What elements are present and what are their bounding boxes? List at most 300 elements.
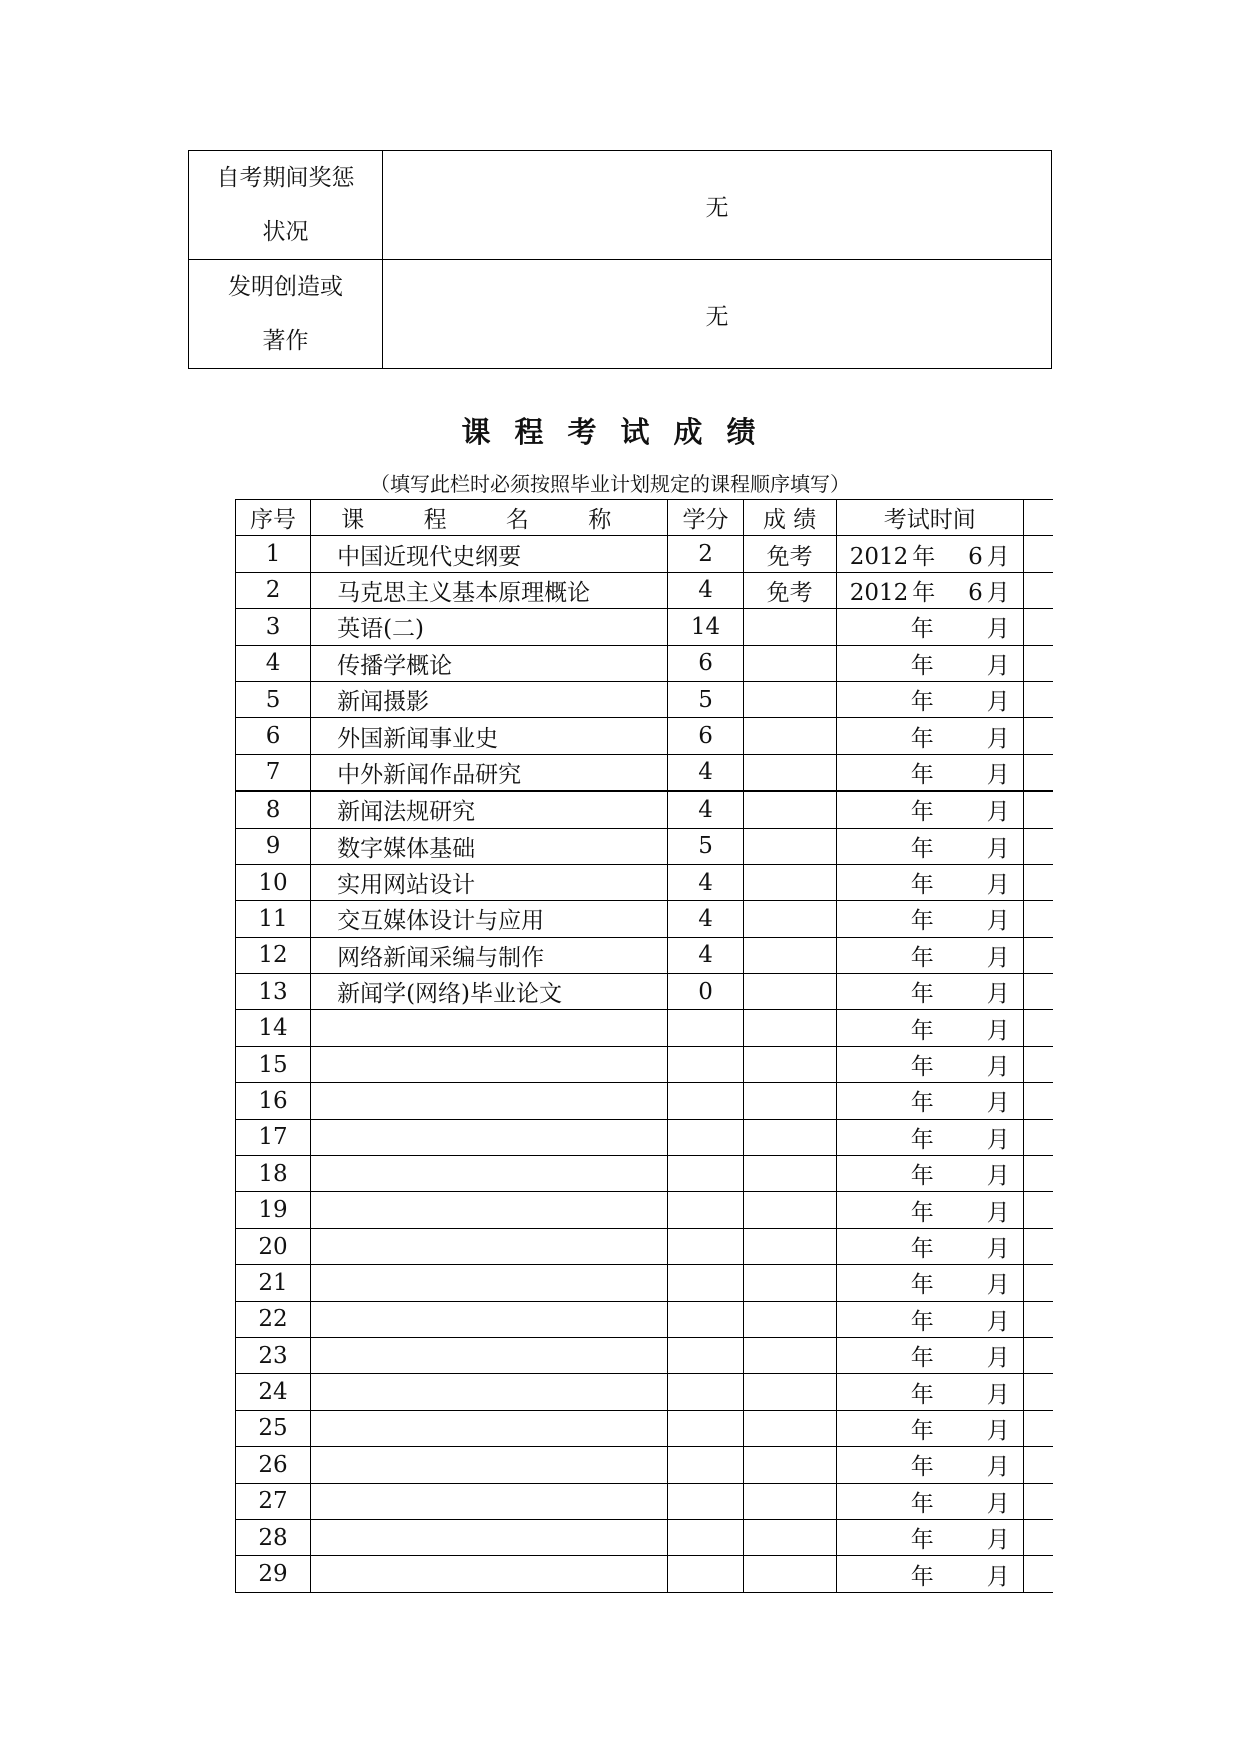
time-month-unit: 月 bbox=[986, 872, 1010, 899]
time-year-unit: 年 bbox=[910, 1199, 934, 1226]
cell-time bbox=[836, 609, 1023, 645]
cell-score bbox=[743, 1010, 836, 1046]
table-row bbox=[236, 536, 1054, 572]
cell-name bbox=[311, 1228, 668, 1264]
cell-credit bbox=[668, 1301, 743, 1337]
cell-credit bbox=[668, 1228, 743, 1264]
time-year bbox=[848, 1448, 936, 1481]
time-month bbox=[940, 1558, 1012, 1591]
time-year-unit: 年 bbox=[910, 1345, 934, 1372]
cell-extra bbox=[1023, 1410, 1053, 1446]
cell-credit: 6 bbox=[668, 718, 743, 754]
cell-extra bbox=[1023, 1046, 1053, 1082]
cell-no: 15 bbox=[236, 1046, 311, 1082]
time-year-unit: 年 bbox=[910, 689, 934, 716]
table-row bbox=[236, 754, 1054, 791]
info-label-line: 发明创造或 bbox=[228, 274, 343, 300]
cell-extra bbox=[1023, 1010, 1053, 1046]
info-label-line: 著作 bbox=[262, 328, 309, 354]
time-year-unit: 年 bbox=[910, 1308, 934, 1335]
cell-time bbox=[836, 1228, 1023, 1264]
table-row bbox=[236, 828, 1054, 864]
grades-table bbox=[235, 499, 1053, 1593]
time-year-unit: 年 bbox=[910, 725, 934, 752]
cell-score bbox=[743, 1083, 836, 1119]
cell-no: 7 bbox=[236, 754, 311, 791]
time-month bbox=[940, 720, 1012, 753]
table-row bbox=[236, 791, 1054, 828]
time-month-unit: 月 bbox=[986, 652, 1010, 679]
time-month bbox=[940, 538, 1012, 571]
cell-score bbox=[743, 1192, 836, 1228]
cell-name: 传播学概论 bbox=[311, 645, 668, 681]
cell-score bbox=[743, 1228, 836, 1264]
time-month-unit: 月 bbox=[986, 1126, 1010, 1153]
cell-score bbox=[743, 609, 836, 645]
table-row bbox=[236, 1410, 1054, 1446]
time-month-unit: 月 bbox=[986, 543, 1010, 570]
cell-no: 8 bbox=[236, 791, 311, 828]
grades-title: 课程考试成绩 bbox=[461, 415, 780, 449]
cell-extra bbox=[1023, 1556, 1053, 1592]
time-year bbox=[848, 610, 936, 643]
cell-name: 网络新闻采编与制作 bbox=[311, 937, 668, 973]
time-month bbox=[940, 1012, 1012, 1045]
cell-time bbox=[836, 1410, 1023, 1446]
time-month bbox=[940, 1230, 1012, 1263]
cell-name bbox=[311, 1010, 668, 1046]
time-year-unit: 年 bbox=[910, 761, 934, 788]
time-year-unit: 年 bbox=[910, 1417, 934, 1444]
info-label-line: 自考期间奖惩 bbox=[216, 165, 355, 191]
cell-name bbox=[311, 1337, 668, 1373]
cell-extra bbox=[1023, 937, 1053, 973]
time-year bbox=[848, 939, 936, 972]
cell-credit bbox=[668, 1156, 743, 1192]
cell-no: 22 bbox=[236, 1301, 311, 1337]
time-year bbox=[848, 720, 936, 753]
cell-no: 29 bbox=[236, 1556, 311, 1592]
table-row bbox=[236, 1192, 1054, 1228]
cell-score bbox=[743, 1337, 836, 1373]
time-month bbox=[940, 1084, 1012, 1117]
time-year bbox=[848, 1157, 936, 1190]
time-year bbox=[848, 1521, 936, 1554]
cell-credit: 4 bbox=[668, 864, 743, 900]
time-year bbox=[848, 1084, 936, 1117]
cell-no: 26 bbox=[236, 1447, 311, 1483]
cell-score bbox=[743, 1483, 836, 1519]
cell-no: 17 bbox=[236, 1119, 311, 1155]
cell-credit: 4 bbox=[668, 937, 743, 973]
table-row bbox=[236, 681, 1054, 717]
cell-no: 16 bbox=[236, 1083, 311, 1119]
table-row bbox=[236, 1265, 1054, 1301]
time-year-unit: 年 bbox=[912, 543, 936, 570]
table-row bbox=[236, 1301, 1054, 1337]
cell-credit bbox=[668, 1010, 743, 1046]
time-month bbox=[940, 1194, 1012, 1227]
time-year-unit: 年 bbox=[910, 616, 934, 643]
cell-name: 数字媒体基础 bbox=[311, 828, 668, 864]
time-year-unit: 年 bbox=[910, 872, 934, 899]
cell-extra bbox=[1023, 536, 1053, 572]
time-month bbox=[940, 1412, 1012, 1445]
cell-no: 25 bbox=[236, 1410, 311, 1446]
cell-extra bbox=[1023, 1519, 1053, 1555]
time-month-unit: 月 bbox=[986, 1381, 1010, 1408]
header-name: 课 程 名 称 bbox=[311, 500, 668, 536]
cell-time bbox=[836, 1192, 1023, 1228]
header-credit: 学分 bbox=[668, 500, 743, 536]
time-month bbox=[940, 1376, 1012, 1409]
time-month-unit: 月 bbox=[986, 1054, 1010, 1081]
time-year bbox=[848, 1303, 936, 1336]
cell-extra bbox=[1023, 974, 1053, 1010]
time-month bbox=[940, 1448, 1012, 1481]
cell-extra bbox=[1023, 1156, 1053, 1192]
grades-table-wrapper bbox=[235, 499, 1053, 1599]
cell-extra bbox=[1023, 718, 1053, 754]
cell-no: 27 bbox=[236, 1483, 311, 1519]
cell-name: 实用网站设计 bbox=[311, 864, 668, 900]
time-year bbox=[848, 1339, 936, 1372]
info-value: 无 bbox=[383, 151, 1052, 260]
time-year-unit: 年 bbox=[910, 799, 934, 826]
cell-name bbox=[311, 1046, 668, 1082]
table-row bbox=[236, 1083, 1054, 1119]
cell-no: 1 bbox=[236, 536, 311, 572]
time-month-unit: 月 bbox=[986, 1308, 1010, 1335]
cell-extra bbox=[1023, 609, 1053, 645]
cell-time bbox=[836, 1483, 1023, 1519]
time-month-unit: 月 bbox=[986, 725, 1010, 752]
time-month-unit: 月 bbox=[986, 1345, 1010, 1372]
cell-score bbox=[743, 1519, 836, 1555]
table-row bbox=[236, 937, 1054, 973]
cell-credit bbox=[668, 1119, 743, 1155]
cell-credit bbox=[668, 1374, 743, 1410]
table-row bbox=[236, 1119, 1054, 1155]
cell-no: 13 bbox=[236, 974, 311, 1010]
time-year-unit: 年 bbox=[910, 1090, 934, 1117]
cell-score bbox=[743, 754, 836, 791]
cell-credit: 5 bbox=[668, 828, 743, 864]
cell-credit bbox=[668, 1083, 743, 1119]
cell-no: 19 bbox=[236, 1192, 311, 1228]
time-year bbox=[848, 793, 936, 826]
cell-time bbox=[836, 1374, 1023, 1410]
cell-time bbox=[836, 718, 1023, 754]
time-year-unit: 年 bbox=[910, 908, 934, 935]
cell-extra bbox=[1023, 645, 1053, 681]
table-row bbox=[236, 1228, 1054, 1264]
cell-name bbox=[311, 1483, 668, 1519]
cell-score bbox=[743, 864, 836, 900]
cell-score bbox=[743, 681, 836, 717]
cell-no: 10 bbox=[236, 864, 311, 900]
time-month-value: 6 bbox=[968, 543, 983, 570]
cell-no: 14 bbox=[236, 1010, 311, 1046]
cell-score bbox=[743, 1046, 836, 1082]
time-month-unit: 月 bbox=[986, 1272, 1010, 1299]
info-label-line: 状况 bbox=[262, 219, 309, 245]
time-month-unit: 月 bbox=[986, 1454, 1010, 1481]
time-month-unit: 月 bbox=[986, 944, 1010, 971]
cell-credit: 6 bbox=[668, 645, 743, 681]
table-row bbox=[236, 572, 1054, 608]
cell-score bbox=[743, 1156, 836, 1192]
table-row bbox=[236, 1010, 1054, 1046]
header-no: 序号 bbox=[236, 500, 311, 536]
time-year bbox=[848, 1048, 936, 1081]
time-month bbox=[940, 1266, 1012, 1299]
header-score: 成 绩 bbox=[743, 500, 836, 536]
time-year-unit: 年 bbox=[910, 1272, 934, 1299]
cell-credit: 5 bbox=[668, 681, 743, 717]
cell-name: 交互媒体设计与应用 bbox=[311, 901, 668, 937]
time-year-unit: 年 bbox=[910, 1454, 934, 1481]
time-year bbox=[848, 1266, 936, 1299]
cell-credit bbox=[668, 1556, 743, 1592]
time-year-value: 2012 bbox=[849, 543, 909, 570]
time-month bbox=[940, 1521, 1012, 1554]
cell-score bbox=[743, 1119, 836, 1155]
cell-name: 中国近现代史纲要 bbox=[311, 536, 668, 572]
cell-credit bbox=[668, 1337, 743, 1373]
header-extra bbox=[1023, 500, 1053, 536]
cell-credit: 4 bbox=[668, 791, 743, 828]
cell-time bbox=[836, 901, 1023, 937]
time-month-unit: 月 bbox=[986, 761, 1010, 788]
cell-score bbox=[743, 645, 836, 681]
time-year-unit: 年 bbox=[910, 1490, 934, 1517]
cell-extra bbox=[1023, 1337, 1053, 1373]
grades-body bbox=[236, 536, 1054, 1592]
grades-header-row bbox=[236, 500, 1054, 536]
time-year bbox=[848, 1121, 936, 1154]
cell-score bbox=[743, 1556, 836, 1592]
time-month bbox=[940, 683, 1012, 716]
cell-credit: 2 bbox=[668, 536, 743, 572]
cell-time bbox=[836, 1010, 1023, 1046]
time-month-unit: 月 bbox=[986, 689, 1010, 716]
cell-name: 英语(二) bbox=[311, 609, 668, 645]
time-year bbox=[848, 683, 936, 716]
cell-score bbox=[743, 1374, 836, 1410]
cell-extra bbox=[1023, 1374, 1053, 1410]
time-year bbox=[848, 647, 936, 680]
cell-time bbox=[836, 536, 1023, 572]
time-month-unit: 月 bbox=[986, 1563, 1010, 1590]
time-year-unit: 年 bbox=[910, 981, 934, 1008]
time-month bbox=[940, 1157, 1012, 1190]
cell-time bbox=[836, 828, 1023, 864]
cell-credit bbox=[668, 1192, 743, 1228]
cell-time bbox=[836, 1156, 1023, 1192]
cell-score bbox=[743, 718, 836, 754]
time-month bbox=[940, 1485, 1012, 1518]
cell-extra bbox=[1023, 681, 1053, 717]
time-month bbox=[940, 902, 1012, 935]
time-year bbox=[848, 574, 936, 607]
cell-no: 11 bbox=[236, 901, 311, 937]
time-year bbox=[848, 1230, 936, 1263]
cell-credit bbox=[668, 1265, 743, 1301]
cell-credit bbox=[668, 1519, 743, 1555]
table-row bbox=[236, 1337, 1054, 1373]
time-month bbox=[940, 756, 1012, 789]
cell-time bbox=[836, 1447, 1023, 1483]
cell-credit bbox=[668, 1046, 743, 1082]
info-table bbox=[188, 150, 1052, 369]
cell-no: 9 bbox=[236, 828, 311, 864]
cell-name bbox=[311, 1556, 668, 1592]
time-year-unit: 年 bbox=[910, 1563, 934, 1590]
cell-credit bbox=[668, 1447, 743, 1483]
table-row bbox=[236, 718, 1054, 754]
cell-no: 2 bbox=[236, 572, 311, 608]
table-row bbox=[236, 901, 1054, 937]
time-year-unit: 年 bbox=[910, 1054, 934, 1081]
cell-no: 3 bbox=[236, 609, 311, 645]
cell-score bbox=[743, 901, 836, 937]
time-month-unit: 月 bbox=[986, 1017, 1010, 1044]
time-month bbox=[940, 866, 1012, 899]
cell-no: 6 bbox=[236, 718, 311, 754]
time-year bbox=[848, 1376, 936, 1409]
info-value: 无 bbox=[383, 260, 1052, 369]
cell-name: 新闻法规研究 bbox=[311, 791, 668, 828]
time-month-value: 6 bbox=[968, 579, 983, 606]
time-month-unit: 月 bbox=[986, 981, 1010, 1008]
cell-no: 20 bbox=[236, 1228, 311, 1264]
time-month-unit: 月 bbox=[986, 1163, 1010, 1190]
cell-score bbox=[743, 1265, 836, 1301]
time-year bbox=[848, 1412, 936, 1445]
cell-time bbox=[836, 1337, 1023, 1373]
cell-time bbox=[836, 937, 1023, 973]
cell-name bbox=[311, 1156, 668, 1192]
table-row bbox=[236, 1156, 1054, 1192]
time-year-unit: 年 bbox=[910, 1236, 934, 1262]
time-month bbox=[940, 574, 1012, 607]
time-year bbox=[848, 902, 936, 935]
time-year-unit: 年 bbox=[910, 1527, 934, 1554]
cell-no: 21 bbox=[236, 1265, 311, 1301]
table-row bbox=[236, 1556, 1054, 1592]
cell-time bbox=[836, 1556, 1023, 1592]
cell-credit bbox=[668, 1483, 743, 1519]
time-year bbox=[848, 756, 936, 789]
time-month bbox=[940, 1121, 1012, 1154]
cell-extra bbox=[1023, 1301, 1053, 1337]
time-year-unit: 年 bbox=[912, 579, 936, 606]
table-row bbox=[236, 1483, 1054, 1519]
cell-credit bbox=[668, 1410, 743, 1446]
cell-extra bbox=[1023, 1265, 1053, 1301]
cell-name bbox=[311, 1447, 668, 1483]
cell-no: 18 bbox=[236, 1156, 311, 1192]
cell-no: 24 bbox=[236, 1374, 311, 1410]
cell-time bbox=[836, 1119, 1023, 1155]
time-year-unit: 年 bbox=[910, 652, 934, 679]
time-month-unit: 月 bbox=[986, 1527, 1010, 1554]
time-year-unit: 年 bbox=[910, 835, 934, 862]
cell-credit: 4 bbox=[668, 754, 743, 791]
time-month-unit: 月 bbox=[986, 616, 1010, 643]
cell-name: 新闻学(网络)毕业论文 bbox=[311, 974, 668, 1010]
cell-name: 外国新闻事业史 bbox=[311, 718, 668, 754]
cell-score bbox=[743, 937, 836, 973]
cell-name bbox=[311, 1119, 668, 1155]
time-year bbox=[848, 866, 936, 899]
cell-name bbox=[311, 1265, 668, 1301]
table-row bbox=[236, 645, 1054, 681]
info-label bbox=[189, 260, 383, 369]
cell-score bbox=[743, 974, 836, 1010]
cell-score bbox=[743, 828, 836, 864]
cell-time bbox=[836, 645, 1023, 681]
info-row-awards bbox=[189, 151, 1052, 260]
cell-extra bbox=[1023, 1483, 1053, 1519]
cell-name: 中外新闻作品研究 bbox=[311, 754, 668, 791]
cell-time bbox=[836, 974, 1023, 1010]
cell-score: 免考 bbox=[743, 572, 836, 608]
cell-extra bbox=[1023, 1228, 1053, 1264]
cell-extra bbox=[1023, 1447, 1053, 1483]
cell-extra bbox=[1023, 1192, 1053, 1228]
cell-time bbox=[836, 754, 1023, 791]
cell-time bbox=[836, 1265, 1023, 1301]
cell-no: 4 bbox=[236, 645, 311, 681]
table-row bbox=[236, 609, 1054, 645]
cell-name bbox=[311, 1192, 668, 1228]
time-month-unit: 月 bbox=[986, 1417, 1010, 1444]
time-year bbox=[848, 538, 936, 571]
time-year-unit: 年 bbox=[910, 944, 934, 971]
table-row bbox=[236, 1046, 1054, 1082]
header-time: 考试时间 bbox=[836, 500, 1023, 536]
cell-time bbox=[836, 1519, 1023, 1555]
cell-extra bbox=[1023, 1083, 1053, 1119]
cell-score bbox=[743, 1410, 836, 1446]
time-year bbox=[848, 1558, 936, 1591]
cell-extra bbox=[1023, 791, 1053, 828]
time-month-unit: 月 bbox=[986, 1199, 1010, 1226]
time-month bbox=[940, 610, 1012, 643]
cell-credit: 4 bbox=[668, 572, 743, 608]
cell-time bbox=[836, 1083, 1023, 1119]
info-label bbox=[189, 151, 383, 260]
time-month bbox=[940, 1303, 1012, 1336]
time-month bbox=[940, 830, 1012, 863]
time-year bbox=[848, 1194, 936, 1227]
info-row-inventions bbox=[189, 260, 1052, 369]
cell-time bbox=[836, 681, 1023, 717]
table-row bbox=[236, 1374, 1054, 1410]
time-month-unit: 月 bbox=[986, 1090, 1010, 1117]
cell-time bbox=[836, 572, 1023, 608]
cell-time bbox=[836, 864, 1023, 900]
time-year bbox=[848, 1485, 936, 1518]
table-row bbox=[236, 1519, 1054, 1555]
time-year-unit: 年 bbox=[910, 1017, 934, 1044]
cell-name: 马克思主义基本原理概论 bbox=[311, 572, 668, 608]
time-month bbox=[940, 793, 1012, 826]
cell-extra bbox=[1023, 828, 1053, 864]
time-month bbox=[940, 975, 1012, 1008]
